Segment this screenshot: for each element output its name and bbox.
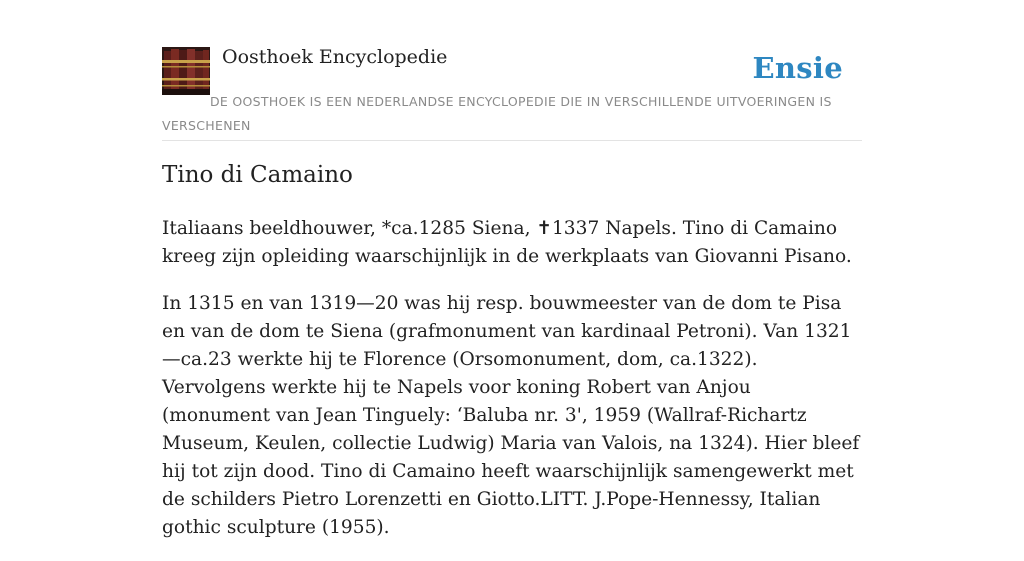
site-tagline: DE OOSTHOEK IS EEN NEDERLANDSE ENCYCLOPEDIE DIE IN VERSCHILLENDE UITVOERINGEN IS VERSCHENEN — [162, 94, 832, 133]
brand-logo-link[interactable]: Ensie — [752, 51, 843, 85]
article-paragraph: Italiaans beeldhouwer, *ca.1285 Siena, ✝1337 Napels. Tino di Camaino kreeg zijn opleiding waarschijnlijk in de werkplaats van Giovanni Pisano. — [162, 218, 852, 267]
site-header — [162, 46, 862, 141]
article-title: Tino di Camaino — [162, 162, 353, 188]
book-spines-avatar-icon[interactable] — [162, 47, 210, 95]
article-body — [162, 215, 862, 561]
article-paragraph: In 1315 en van 1319—20 was hij resp. bouwmeester van de dom te Pisa en van de dom te Siena (grafmonument van kardinaal Petroni). Van 1321—ca.23 werkte hij te Florence (Orsomonument, dom, ca.1322). Vervolgens werkte hij te Napels voor koning Robert van Anjou (monument van Jean Tinguely: ‘Baluba nr. 3', 1959 (Wallraf-Richartz Museum, Keulen, collectie Ludwig) Maria van Valois, na 1324). Hier bleef hij tot zijn dood. Tino di Camaino heeft waarschijnlijk samengewerkt met de schilders Pietro Lorenzetti en Giotto.LITT. J.Pope-Hennessy, Italian gothic sculpture (1955). — [162, 293, 860, 538]
site-name[interactable]: Oosthoek Encyclopedie — [222, 46, 448, 68]
